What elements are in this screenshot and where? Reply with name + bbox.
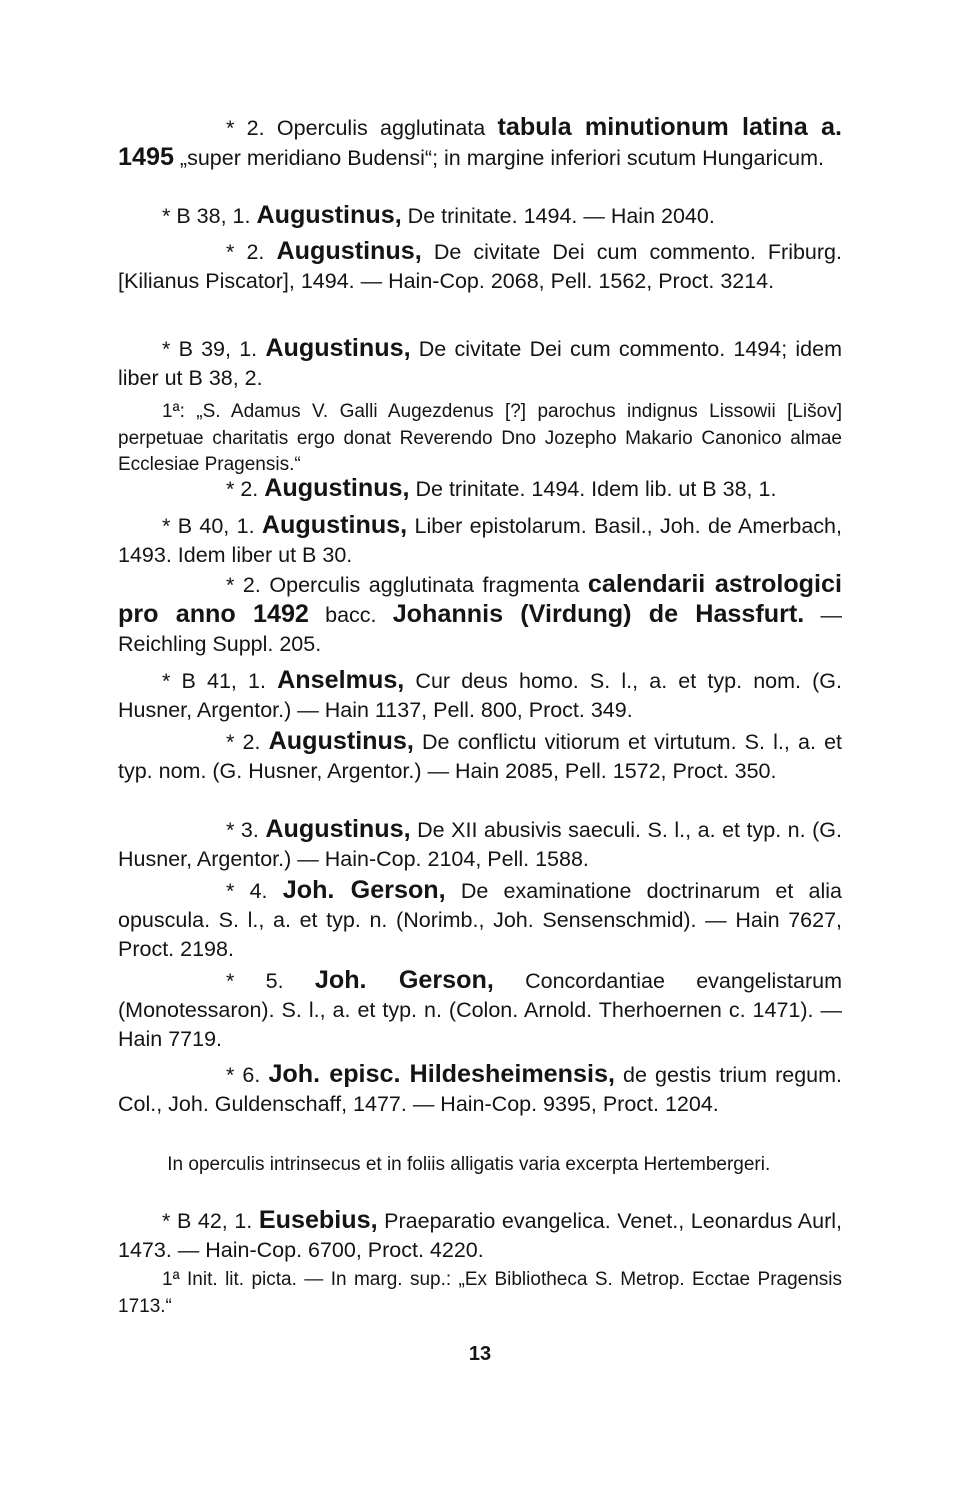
- entry-heading: Johannis (Virdung) de Hassfurt.: [392, 600, 805, 629]
- entry-heading: Augustinus,: [265, 815, 411, 843]
- entry-lead: * B 38, 1.: [162, 204, 251, 228]
- entry-text: De trinitate. 1494. Idem lib. ut B 38, 1.: [409, 477, 777, 501]
- entry-text: Praeparatio evangelica. Venet., Leonardus Aurl, 1473. — Hain-Cop. 6700, Proct. 4220.: [118, 1209, 842, 1263]
- entry-text: „super meridiano Budensi“; in margine inferiori scutum Hungaricum.: [173, 146, 824, 171]
- entry-text: bacc.: [308, 603, 393, 628]
- entry-heading: tabula minutionum latina a. 1495: [118, 113, 842, 172]
- page-number: 13: [468, 1343, 492, 1365]
- entry-text: Liber epistolarum. Basil., Joh. de Amerbach, 1493. Idem liber ut B 30.: [118, 514, 842, 568]
- entry-text: de gestis trium regum. Col., Joh. Guldenschaff, 1477. — Hain-Cop. 9395, Proct. 1204.: [118, 1063, 842, 1117]
- entry-lead: * B 41, 1.: [162, 669, 266, 693]
- entry: [118, 474, 842, 504]
- entry-lead: * 2.: [226, 116, 265, 140]
- provenance-note: [118, 1267, 842, 1320]
- entry-text: De civitate Dei cum commento. 1494; idem liber ut B 38, 2.: [118, 337, 842, 391]
- entry-lead: * 2.: [226, 573, 261, 597]
- entry-heading: Augustinus,: [256, 201, 402, 229]
- entry-heading: calendarii astrologici pro anno 1492: [118, 570, 842, 629]
- entry-text: In operculis intrinsecus et in foliis alligatis varia excerpta Hertembergeri.: [167, 1154, 771, 1175]
- entry-text: Init. lit. picta. — In marg. sup.: „Ex Bibliotheca S. Metrop. Ecctae Pragensis 1713.“: [118, 1269, 843, 1317]
- entry-heading: Joh. Gerson,: [314, 966, 494, 994]
- entry-text: De trinitate. 1494. — Hain 2040.: [401, 204, 715, 228]
- entry-lead: 1ª: [162, 1269, 180, 1290]
- entry-lead: * B 42, 1.: [162, 1209, 253, 1233]
- entry-text: De civitate Dei cum commento. Friburg. [Kilianus Piscator], 1494. — Hain-Cop. 2068, Pell. 1562, Proct. 3214.: [118, 240, 842, 294]
- entry: [118, 1060, 842, 1119]
- entry: [118, 201, 842, 231]
- entry-text: „S. Adamus V. Galli Augezdenus [?] parochus indignus Lissowii [Lišov] perpetuae charitatis ergo donat Reverendo Dno Jozepho Makario Canonico almae Ecclesiae Pragensis.“: [118, 401, 842, 475]
- entry: [118, 666, 842, 725]
- entry-lead: * 4.: [226, 879, 268, 903]
- entry: [118, 966, 842, 1055]
- provenance-note: [118, 1152, 842, 1179]
- entry: [118, 511, 842, 570]
- entry-text: — Reichling Suppl. 205.: [118, 603, 842, 657]
- entry-lead: * 2.: [226, 240, 265, 264]
- entry-lead: * B 39, 1.: [162, 337, 258, 361]
- entry-lead: * 2.: [226, 730, 261, 754]
- provenance-note: [118, 399, 842, 479]
- entry: [118, 1206, 842, 1265]
- entry-heading: Augustinus,: [268, 727, 414, 755]
- entry-text: Operculis agglutinata fragmenta: [269, 573, 588, 597]
- entry: [118, 570, 842, 660]
- entry-text: Concordantiae evangelistarum (Monotessaron). S. l., a. et typ. n. (Colon. Arnold. Therhoernen c. 1471). — Hain 7719.: [118, 969, 843, 1052]
- entry-heading: Eusebius,: [258, 1206, 378, 1234]
- entry-lead: * B 40, 1.: [162, 514, 255, 538]
- entry-text: De examinatione doctrinarum et alia opuscula. S. l., a. et typ. n. (Norimb., Joh. Sensenschmid). — Hain 7627, Proct. 2198.: [118, 879, 842, 962]
- entry: [118, 237, 842, 296]
- entry: [118, 334, 842, 393]
- entry-text: De conflictu vitiorum et virtutum. S. l., a. et typ. nom. (G. Husner, Argentor.) — Hain 2085, Pell. 1572, Proct. 350.: [118, 730, 843, 784]
- entry-text: Cur deus homo. S. l., a. et typ. nom. (G. Husner, Argentor.) — Hain 1137, Pell. 800, Proct. 349.: [118, 669, 842, 723]
- entry: [118, 876, 842, 965]
- entry-heading: Augustinus,: [264, 474, 410, 502]
- entry-text: De XII abusivis saeculi. S. l., a. et typ. n. (G. Husner, Argentor.) — Hain-Cop. 2104, Pell. 1588.: [118, 818, 842, 872]
- entry-lead: * 5.: [226, 969, 284, 993]
- entry: [118, 815, 842, 874]
- entry-heading: Augustinus,: [261, 511, 408, 539]
- entry-heading: Joh. episc. Hildesheimensis,: [268, 1060, 615, 1088]
- entry-lead: * 6.: [226, 1063, 261, 1087]
- entry-heading: Joh. Gerson,: [282, 876, 446, 904]
- entry: [118, 113, 842, 173]
- entry-lead: * 3.: [226, 818, 259, 842]
- entry-heading: Anselmus,: [277, 666, 405, 694]
- entry-lead: * 2.: [226, 477, 259, 501]
- entry-lead: 1ª:: [162, 401, 185, 422]
- entry-text: Operculis agglutinata: [276, 116, 498, 140]
- entry-heading: Augustinus,: [276, 237, 422, 265]
- entry-heading: Augustinus,: [265, 334, 411, 362]
- entry: [118, 727, 842, 786]
